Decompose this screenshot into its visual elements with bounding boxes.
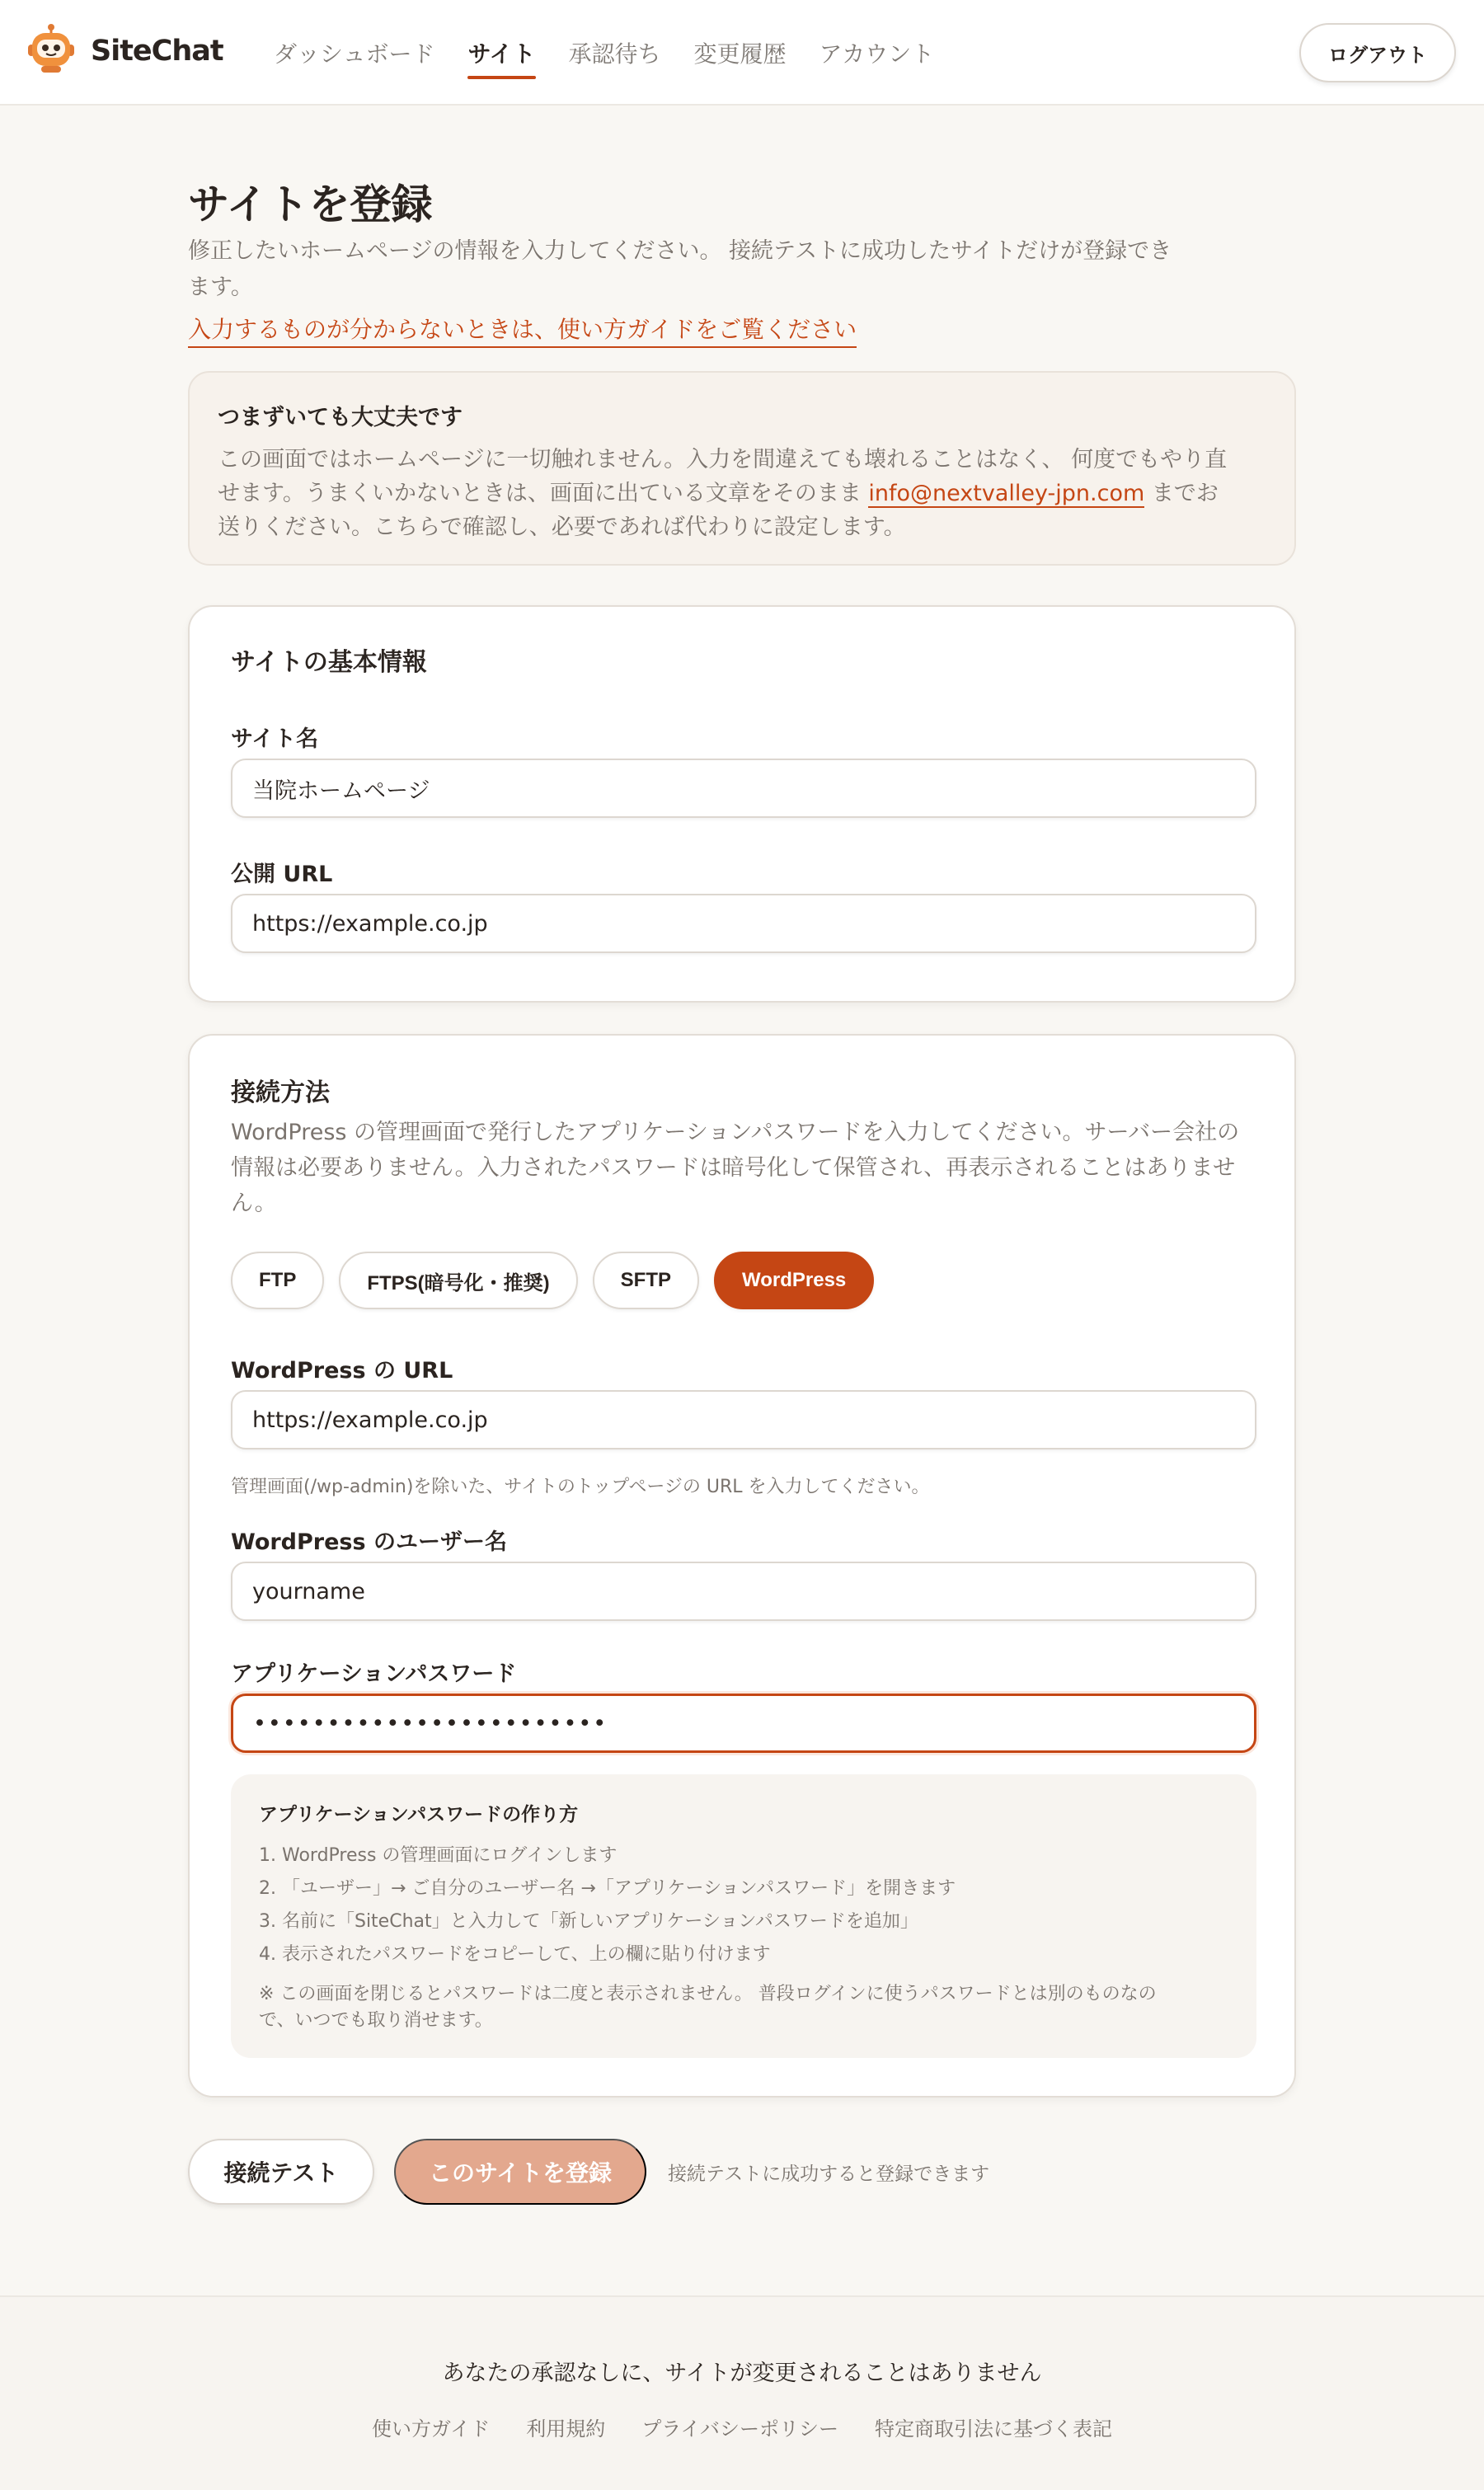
howto-step: 4. 表示されたパスワードをコピーして、上の欄に貼り付けます (259, 1944, 771, 1965)
wordpress-url-hint: 管理画面(/wp-admin)を除いた、サイトのトップページの URL を入力してください。 (231, 1477, 930, 1497)
howto-step: 2. 「ユーザー」→ ご自分のユーザー名 →「アプリケーションパスワード」を開きます (259, 1878, 956, 1899)
page-title: サイトを登録 (188, 181, 433, 228)
app-password-label: アプリケーションパスワード (231, 1661, 517, 1687)
brand-logo-link[interactable] (25, 18, 223, 84)
wordpress-url-label: WordPress の URL (231, 1358, 453, 1384)
page-footer (0, 2295, 1484, 2490)
connection-method-card (188, 1034, 1296, 2098)
footer-link-terms[interactable]: 利用規約 (526, 2417, 606, 2441)
page-subtitle: 修正したいホームページの情報を入力してください。 接続テストに成功したサイトだけが登録できます。 (188, 238, 1172, 300)
notice-text-before: この画面ではホームページに一切触れません。入力を間違えても壊れることはなく、 何度でもやり直せます。うまくいかないときは、画面に出ている文章をそのまま (218, 447, 1228, 506)
brand-name: SiteChat (91, 35, 223, 68)
notice-text-after: までお送りください。こちらで確認し、必要であれば代わりに設定します。 (218, 481, 1219, 540)
reassurance-notice (188, 371, 1296, 566)
method-ftp-button[interactable]: FTP (231, 1252, 324, 1309)
nav-dashboard[interactable]: ダッシュボード (274, 40, 435, 68)
method-wordpress-button[interactable]: WordPress (714, 1252, 874, 1309)
footer-link-commerce-law[interactable]: 特定商取引法に基づく表記 (875, 2417, 1113, 2441)
wordpress-username-input[interactable]: yourname (231, 1562, 1256, 1621)
notice-body (218, 443, 1240, 544)
connection-description: WordPress の管理画面で発行したアプリケーションパスワードを入力してください。サーバー会社の情報は必要ありません。入力されたパスワードは暗号化して保管され、再表示されることはありません。 (231, 1120, 1240, 1216)
howto-title: アプリケーションパスワードの作り方 (259, 1804, 579, 1825)
logout-button[interactable]: ログアウト (1299, 23, 1456, 82)
support-email-link[interactable]: info@nextvalley-jpn.com (868, 481, 1145, 506)
form-actions (188, 2139, 989, 2205)
register-hint: 接続テストに成功すると登録できます (668, 2163, 990, 2185)
footer-links (0, 2412, 1484, 2441)
footer-link-guide[interactable]: 使い方ガイド (371, 2417, 491, 2441)
wordpress-username-label: WordPress のユーザー名 (231, 1529, 507, 1555)
howto-note: ※ この画面を閉じるとパスワードは二度と表示されません。 普段ログインに使うパスワードとは別のものなので、いつでも取り消せます。 (259, 1984, 1157, 2031)
notice-title: つまずいても大丈夫です (218, 405, 463, 430)
robot-mascot-icon (25, 23, 77, 79)
nav-change-history[interactable]: 変更履歴 (693, 40, 787, 68)
footer-link-privacy[interactable]: プライバシーポリシー (641, 2417, 839, 2441)
howto-step: 1. WordPress の管理画面にログインします (259, 1845, 618, 1866)
howto-step: 3. 名前に「SiteChat」と入力して「新しいアプリケーションパスワードを追加」 (259, 1911, 918, 1932)
site-basic-info-card (188, 605, 1296, 1003)
top-navigation-bar (0, 0, 1484, 106)
footer-tagline: あなたの承認なしに、サイトが変更されることはありません (442, 2361, 1042, 2386)
nav-pending-approvals[interactable]: 承認待ち (568, 40, 661, 68)
register-site-button[interactable]: このサイトを登録 (394, 2139, 646, 2205)
app-password-input[interactable]: •••••••••••••••••••••••• (231, 1694, 1256, 1753)
nav-account[interactable]: アカウント (819, 40, 935, 68)
app-password-howto-box (231, 1774, 1256, 2058)
connection-test-button[interactable]: 接続テスト (188, 2139, 374, 2205)
connection-method-selector (231, 1252, 874, 1309)
main-nav (274, 0, 967, 106)
public-url-label: 公開 URL (231, 862, 333, 887)
connection-title: 接続方法 (231, 1078, 330, 1107)
site-name-label: サイト名 (231, 726, 319, 752)
public-url-input[interactable]: https://example.co.jp (231, 894, 1256, 953)
usage-guide-link[interactable]: 入力するものが分からないときは、使い方ガイドをご覧ください (188, 312, 857, 348)
nav-sites[interactable]: サイト (467, 0, 535, 106)
site-name-input[interactable]: 当院ホームページ (231, 759, 1256, 818)
basic-info-title: サイトの基本情報 (231, 648, 427, 677)
wordpress-url-input[interactable]: https://example.co.jp (231, 1390, 1256, 1449)
method-ftps-button[interactable]: FTPS(暗号化・推奨) (339, 1252, 577, 1309)
method-sftp-button[interactable]: SFTP (593, 1252, 699, 1309)
